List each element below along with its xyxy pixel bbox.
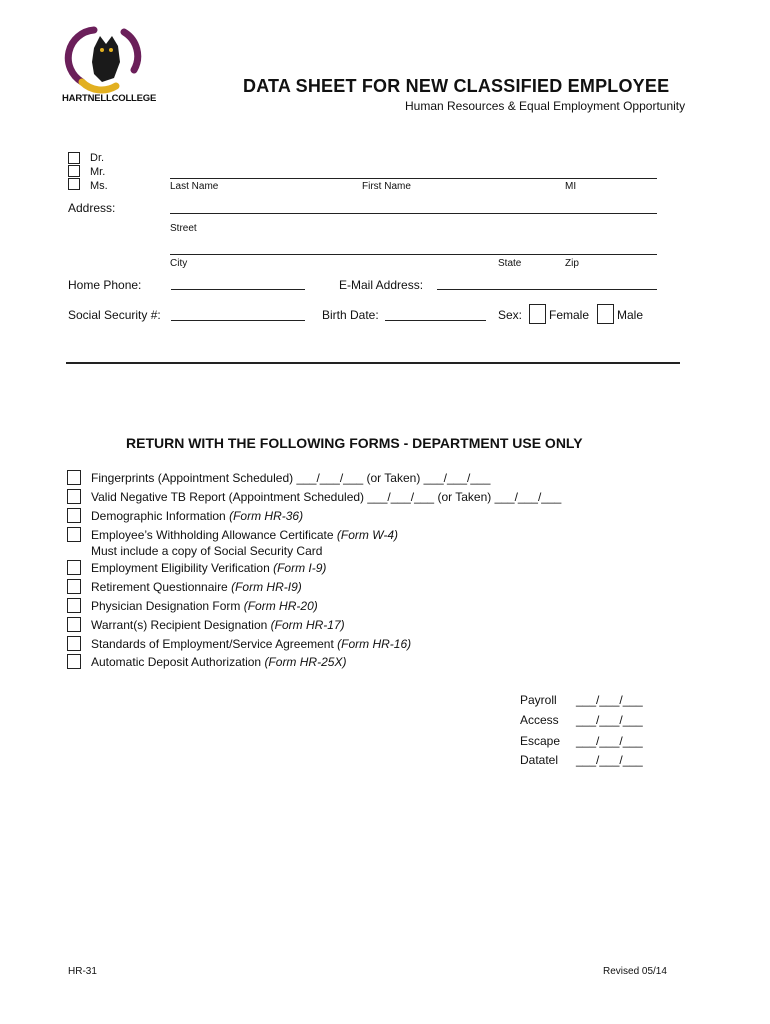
checklist-item-text: Warrant(s) Recipient Designation [91,618,271,632]
zip-label: Zip [565,258,579,269]
checklist-item-text: Employee’s Withholding Allowance Certificate [91,528,337,542]
mr-label: Mr. [90,166,106,178]
form-checkbox[interactable] [67,654,81,669]
ms-checkbox[interactable] [68,178,80,190]
checklist-item-form: (Form I-9) [273,561,327,575]
checklist-item-text: Valid Negative TB Report (Appointment Scheduled) ___/___/___ (or Taken) ___/___/___ [91,490,562,504]
checklist-item [91,490,561,504]
form-checkbox[interactable] [67,560,81,575]
system-date-field[interactable]: ___/___/___ [576,753,643,767]
form-checkbox[interactable] [67,636,81,651]
sex-label: Sex: [498,308,523,322]
checklist-item-form: (Form HR-36) [229,509,304,523]
checklist-item [91,599,318,613]
system-date-field[interactable]: ___/___/___ [576,693,643,707]
checklist-item-form: (Form HR-25X) [264,655,347,669]
checklist-item [91,509,303,523]
first-name-label: First Name [362,181,411,192]
checklist-item [91,471,490,485]
form-subtitle: Human Resources & Equal Employment Opportunity [405,99,686,113]
mr-checkbox[interactable] [68,165,80,177]
checklist-item-text: Employment Eligibility Verification [91,561,274,575]
ssn-field[interactable] [171,320,305,321]
female-label: Female [549,308,590,322]
department-section-heading: RETURN WITH THE FOLLOWING FORMS - DEPARTMENT USE ONLY [126,435,583,451]
system-label: Escape [520,734,561,748]
checklist-item [91,528,398,542]
ssn-label: Social Security #: [68,308,161,322]
form-checkbox[interactable] [67,617,81,632]
street-label: Street [170,223,197,234]
checklist-item-text: Demographic Information [91,509,230,523]
street-field[interactable] [170,213,657,214]
revised-date: Revised 05/14 [603,966,667,977]
system-label: Datatel [520,753,559,767]
email-field[interactable] [437,289,657,290]
female-checkbox[interactable] [529,304,546,324]
mi-label: MI [565,181,577,192]
form-checkbox[interactable] [67,470,81,485]
birth-date-label: Birth Date: [322,308,379,322]
checklist-item [91,580,302,594]
checklist-item-text: Physician Designation Form [91,599,244,613]
form-title: DATA SHEET FOR NEW CLASSIFIED EMPLOYEE [243,76,670,96]
male-label: Male [617,308,644,322]
state-label: State [498,258,522,269]
form-checkbox[interactable] [67,598,81,613]
checklist-item-form: (Form HR-I9) [231,580,302,594]
checklist-item-note: Must include a copy of Social Security Card [91,544,323,558]
checklist-item [91,655,346,669]
ms-label: Ms. [90,180,108,192]
home-phone-label: Home Phone: [68,278,142,292]
section-divider [66,362,680,364]
checklist-item-form: (Form W-4) [336,528,399,542]
male-checkbox[interactable] [597,304,614,324]
checklist-item-form: (Form HR-17) [270,618,345,632]
system-label: Payroll [520,693,557,707]
birth-date-field[interactable] [385,320,486,321]
checklist-item-text: Automatic Deposit Authorization [91,655,265,669]
checklist-item-text: Fingerprints (Appointment Scheduled) ___/___/___ (or Taken) ___/___/___ [91,471,491,485]
checklist-item [91,561,326,575]
form-checkbox[interactable] [67,508,81,523]
dr-label: Dr. [90,152,105,164]
system-date-field[interactable]: ___/___/___ [576,734,643,748]
checklist-item [91,618,345,632]
checklist-item-form: (Form HR-16) [337,637,412,651]
form-code: HR-31 [68,966,97,977]
checklist-item [91,637,411,651]
form-checkbox[interactable] [67,579,81,594]
college-name: HARTNELLCOLLEGE [62,93,157,104]
name-field[interactable] [170,178,657,179]
last-name-label: Last Name [170,181,219,192]
checklist-item-text: Retirement Questionnaire [91,580,232,594]
form-checkbox[interactable] [67,489,81,504]
address-label: Address: [68,201,116,215]
email-label: E-Mail Address: [339,278,424,292]
dr-checkbox[interactable] [68,152,80,164]
system-label: Access [520,713,559,727]
city-state-zip-field[interactable] [170,254,657,255]
system-date-field[interactable]: ___/___/___ [576,713,643,727]
form-checkbox[interactable] [67,527,81,542]
checklist-item-text: Standards of Employment/Service Agreement [91,637,338,651]
checklist-item-form: (Form HR-20) [243,599,318,613]
city-label: City [170,258,188,269]
home-phone-field[interactable] [171,289,305,290]
